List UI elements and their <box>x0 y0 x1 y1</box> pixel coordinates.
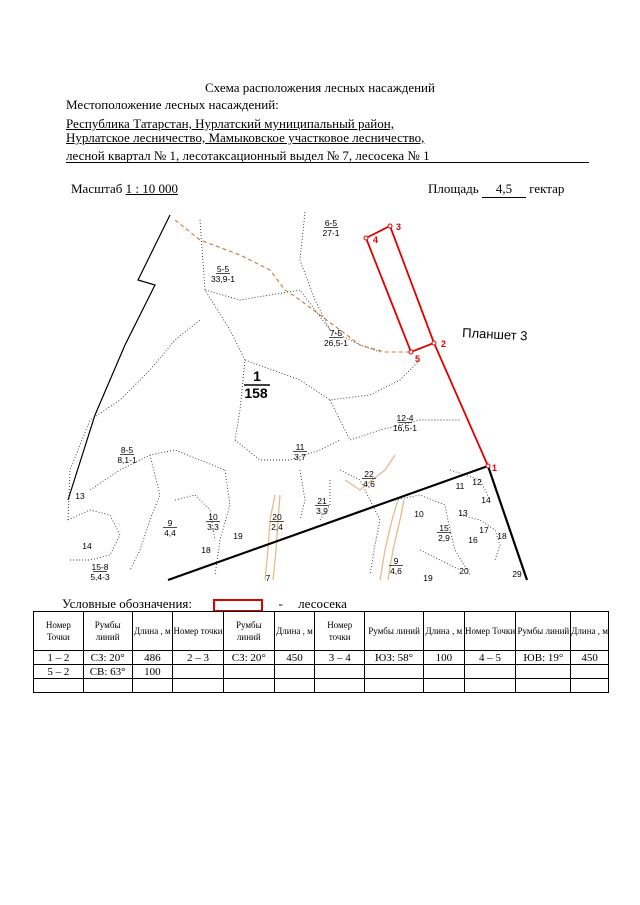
compartment-area: 2,4 <box>271 522 283 532</box>
compartment-number: 7-5 <box>329 328 343 338</box>
legend-dash: - <box>278 596 283 611</box>
table-header-cell: Номер Точки <box>464 612 516 651</box>
table-cell <box>274 665 315 679</box>
plot-point-1: 1 <box>492 463 498 473</box>
scale-label: Масштаб <box>71 181 123 196</box>
location-label: Местоположение лесных насаждений: <box>66 97 279 112</box>
legend-text: лесосека <box>298 596 347 611</box>
compartment-plain-number: 16 <box>468 535 478 545</box>
plain-labels <box>75 477 522 583</box>
page-title: Схема расположения лесных насаждений <box>205 80 435 95</box>
table-cell <box>315 679 365 693</box>
compartment-area: 4,4 <box>164 528 176 538</box>
compartment-plain-number: 18 <box>497 531 507 541</box>
table-cell <box>83 679 132 693</box>
table-cell <box>571 679 609 693</box>
compartment-plain-number: 13 <box>75 491 85 501</box>
table-cell: 450 <box>571 651 609 665</box>
compartment-plain-number: 14 <box>481 495 491 505</box>
compartment-label <box>270 512 284 532</box>
compartment-plain-number: 7 <box>265 573 271 583</box>
table-header-cell: Длина , м <box>571 612 609 651</box>
legend <box>62 596 347 612</box>
compartment-area: 3,9 <box>316 506 328 516</box>
table-cell <box>365 665 424 679</box>
table-cell <box>516 665 571 679</box>
area-label: Площадь <box>428 181 479 196</box>
table-cell: 3 – 4 <box>315 651 365 665</box>
compartment-plain-number: 20 <box>459 566 469 576</box>
compartment-number: 11 <box>295 442 305 452</box>
compartment-area: 4,6 <box>363 479 375 489</box>
compartment-area: 3,3 <box>207 522 219 532</box>
table-cell: СЗ: 20° <box>83 651 132 665</box>
plot-point-5: 5 <box>415 354 421 364</box>
table-cell: ЮВ: 19° <box>516 651 571 665</box>
compartment-borders <box>68 212 500 575</box>
compartment-plain-number: 14 <box>82 541 92 551</box>
compartment-label <box>322 218 339 238</box>
table-header-row <box>34 612 609 651</box>
compartment-area: 3,7 <box>294 452 306 462</box>
header-rule <box>66 162 589 163</box>
table-header-cell: Длина , м <box>424 612 465 651</box>
table-cell <box>173 679 224 693</box>
table-cell <box>571 665 609 679</box>
compartment-plain-number: 12 <box>472 477 482 487</box>
table-cell: 450 <box>274 651 315 665</box>
compartment-number: 20 <box>272 512 282 522</box>
compartment-number: 15 <box>439 523 449 533</box>
table-cell <box>516 679 571 693</box>
compartment-plain-number: 11 <box>455 481 465 491</box>
compartment-plain-number: 19 <box>423 573 433 583</box>
table-cell <box>424 679 465 693</box>
points-table <box>33 611 609 693</box>
compartment-labels <box>90 218 451 582</box>
compartment-label <box>90 562 110 582</box>
compartment-number: 21 <box>317 496 327 506</box>
table-cell: 486 <box>132 651 173 665</box>
compartment-label <box>293 442 307 462</box>
plot-point-3: 3 <box>396 222 402 232</box>
compartment-number: 15-8 <box>91 562 109 572</box>
compartment-label <box>117 445 137 465</box>
compartment-plain-number: 18 <box>201 545 211 555</box>
table-cell: 2 – 3 <box>173 651 224 665</box>
compartment-label <box>211 264 235 284</box>
compartment-number: 9 <box>393 556 399 566</box>
scale <box>71 181 178 197</box>
table-cell <box>34 679 84 693</box>
table-header-cell: Длина , м <box>132 612 173 651</box>
area-value: 4,5 <box>482 181 526 198</box>
table-cell <box>464 679 516 693</box>
table-cell <box>464 665 516 679</box>
table-header-cell: Номер точки <box>173 612 224 651</box>
table-cell: 100 <box>132 665 173 679</box>
svg-text:1: 1 <box>253 368 261 384</box>
compartment-number: 22 <box>364 469 374 479</box>
compartment-number: 12-4 <box>396 413 414 423</box>
location-line-2: Нурлатское лесничество, Мамыковское участковое лесничество, <box>66 130 425 145</box>
table-cell <box>223 679 274 693</box>
forest-map <box>60 205 600 595</box>
quarter-number <box>244 368 270 401</box>
compartment-plain-number: 19 <box>233 531 243 541</box>
area <box>428 181 564 198</box>
plot-point-4: 4 <box>373 235 379 245</box>
plot-point-2: 2 <box>441 339 447 349</box>
table-cell <box>365 679 424 693</box>
compartment-area: 8,1-1 <box>117 455 137 465</box>
table-cell: 1 – 2 <box>34 651 84 665</box>
table-row <box>34 651 609 665</box>
table-header-cell: Румбы линий <box>516 612 571 651</box>
compartment-number: 5-5 <box>216 264 230 274</box>
table-cell <box>315 665 365 679</box>
table-header-cell: Номер точки <box>315 612 365 651</box>
streams <box>265 455 404 580</box>
table-row <box>34 665 609 679</box>
location-line-3: лесной квартал № 1, лесотаксационный выдел № 7, лесосека № 1 <box>66 148 430 163</box>
compartment-number: 8-5 <box>120 445 134 455</box>
table-cell: ЮЗ: 58° <box>365 651 424 665</box>
table-cell <box>274 679 315 693</box>
plot-boundary <box>366 226 488 466</box>
compartment-plain-number: 13 <box>458 508 468 518</box>
table-cell: СЗ: 20° <box>223 651 274 665</box>
table-cell: 5 – 2 <box>34 665 84 679</box>
compartment-label <box>163 518 177 538</box>
table-row <box>34 679 609 693</box>
table-cell <box>173 665 224 679</box>
table-cell <box>132 679 173 693</box>
table-cell <box>223 665 274 679</box>
compartment-plain-number: 29 <box>512 569 522 579</box>
table-cell: СВ: 63° <box>83 665 132 679</box>
area-unit: гектар <box>529 181 565 196</box>
compartment-area: 26,5-1 <box>323 338 349 348</box>
table-cell: 4 – 5 <box>464 651 516 665</box>
table-header-cell: Номер Точки <box>34 612 84 651</box>
compartment-label <box>315 496 329 516</box>
compartment-area: 16,5-1 <box>392 423 418 433</box>
table-header-cell: Румбы линий <box>83 612 132 651</box>
compartment-label <box>393 413 417 433</box>
table-cell <box>424 665 465 679</box>
legend-label: Условные обозначения: <box>62 596 193 611</box>
compartment-label <box>324 328 348 348</box>
compartment-area: 33,9-1 <box>210 274 236 284</box>
plot-legend-symbol <box>213 599 263 612</box>
table-cell: 100 <box>424 651 465 665</box>
compartment-number: 6-5 <box>324 218 338 228</box>
compartment-area: 5,4-3 <box>90 572 110 582</box>
compartment-label <box>437 523 451 543</box>
table-header-cell: Румбы линий <box>365 612 424 651</box>
scale-value: 1 : 10 000 <box>125 181 178 196</box>
table-header-cell: Румбы линий <box>223 612 274 651</box>
compartment-number: 10 <box>208 512 218 522</box>
compartment-label <box>362 469 376 489</box>
compartment-plain-number: 10 <box>414 509 424 519</box>
sheet-label: Планшет 3 <box>461 325 528 344</box>
compartment-plain-number: 17 <box>479 525 489 535</box>
svg-text:158: 158 <box>244 385 268 401</box>
table-header-cell: Длина , м <box>274 612 315 651</box>
compartment-area: 4,6 <box>390 566 402 576</box>
compartment-number: 9 <box>167 518 173 528</box>
compartment-area: 27-1 <box>322 228 340 238</box>
compartment-area: 2,9 <box>438 533 450 543</box>
compartment-label <box>206 512 220 532</box>
location-line-1: Республика Татарстан, Нурлатский муниципальный район, <box>66 116 394 131</box>
